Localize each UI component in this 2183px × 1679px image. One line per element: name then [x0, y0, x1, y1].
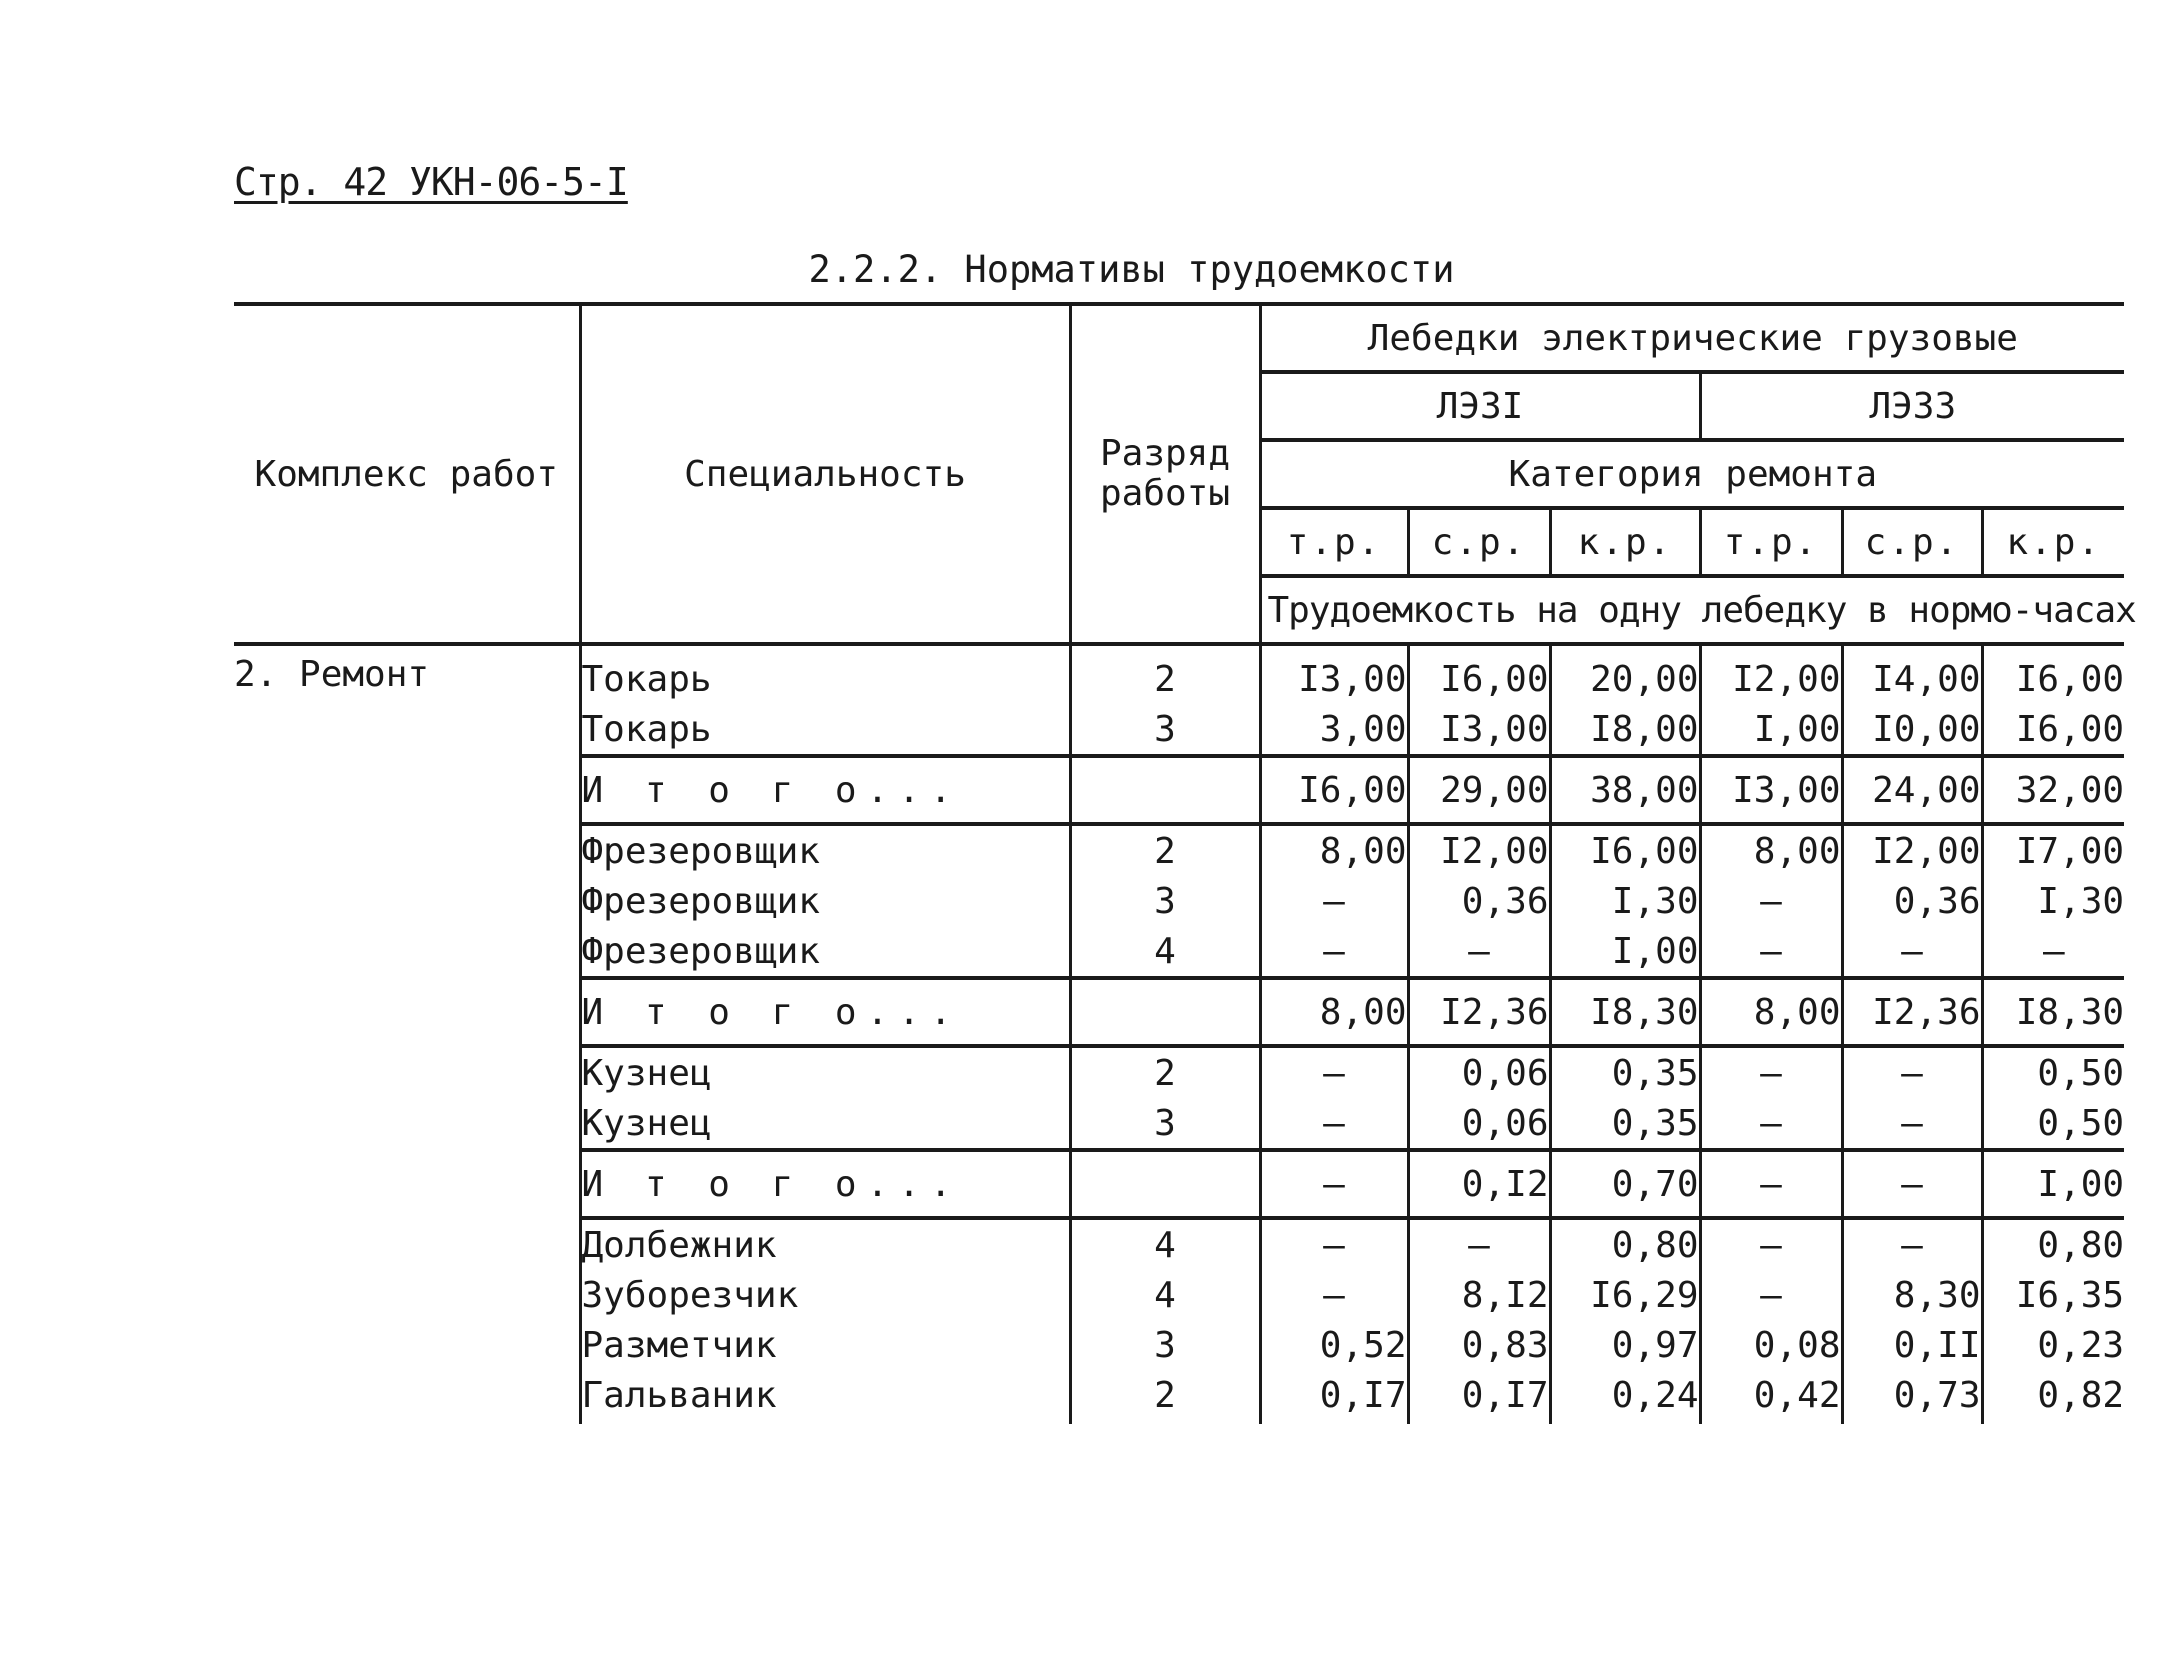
value-cell: –: [1700, 876, 1842, 926]
table-body: [234, 644, 2124, 1424]
subheader-kr-1: к.р.: [1550, 508, 1700, 576]
value-cell: –: [1842, 926, 1982, 978]
value-cell: 8,00: [1260, 824, 1408, 876]
value-cell: 32,00: [1982, 756, 2124, 824]
value-cell: 0,70: [1550, 1150, 1700, 1218]
value-cell: 29,00: [1408, 756, 1550, 824]
value-cell: –: [1700, 926, 1842, 978]
value-cell: 0,I7: [1408, 1370, 1550, 1424]
value-cell: 8,00: [1700, 824, 1842, 876]
rank-cell: 3: [1070, 704, 1260, 756]
value-cell: 0,24: [1550, 1370, 1700, 1424]
value-cell: 24,00: [1842, 756, 1982, 824]
specialty-cell: Гальваник: [580, 1370, 1070, 1424]
units-note: Трудоемкость на одну лебедку в нормо-часах: [1260, 576, 2124, 644]
subheader-sr-2: с.р.: [1842, 508, 1982, 576]
value-cell: 0,80: [1550, 1218, 1700, 1270]
value-cell: –: [1982, 926, 2124, 978]
subheader-tr-1: т.р.: [1260, 508, 1408, 576]
specialty-cell: Фрезеровщик: [580, 876, 1070, 926]
value-cell: 0,II: [1842, 1320, 1982, 1370]
value-cell: I2,00: [1842, 824, 1982, 876]
value-cell: I8,30: [1982, 978, 2124, 1046]
specialty-cell: Токарь: [580, 644, 1070, 704]
model-2-header: ЛЭ33: [1700, 372, 2124, 440]
value-cell: –: [1700, 1218, 1842, 1270]
value-cell: 0,06: [1408, 1098, 1550, 1150]
value-cell: 20,00: [1550, 644, 1700, 704]
value-cell: 0,97: [1550, 1320, 1700, 1370]
value-cell: I6,00: [1260, 756, 1408, 824]
value-cell: I2,36: [1408, 978, 1550, 1046]
value-cell: I6,00: [1982, 704, 2124, 756]
page-header: Стр. 42 УКН-06-5-I: [234, 160, 628, 204]
value-cell: –: [1408, 926, 1550, 978]
rank-cell: [1070, 756, 1260, 824]
specialty-cell: Разметчик: [580, 1320, 1070, 1370]
rank-cell: 3: [1070, 1098, 1260, 1150]
rank-header-line1: Разряд: [1099, 433, 1231, 474]
rank-cell: 2: [1070, 824, 1260, 876]
value-cell: I6,35: [1982, 1270, 2124, 1320]
table-row: [234, 644, 2124, 704]
value-cell: I8,30: [1550, 978, 1700, 1046]
value-cell: 0,50: [1982, 1046, 2124, 1098]
value-cell: –: [1260, 1270, 1408, 1320]
value-cell: I4,00: [1842, 644, 1982, 704]
specialty-cell: Фрезеровщик: [580, 824, 1070, 876]
value-cell: I,30: [1982, 876, 2124, 926]
value-cell: 0,23: [1982, 1320, 2124, 1370]
value-cell: 0,36: [1842, 876, 1982, 926]
specialty-header: Специальность: [580, 304, 1070, 644]
value-cell: 8,I2: [1408, 1270, 1550, 1320]
value-cell: –: [1260, 1098, 1408, 1150]
rank-cell: 2: [1070, 1046, 1260, 1098]
rank-cell: 2: [1070, 644, 1260, 704]
value-cell: I6,00: [1408, 644, 1550, 704]
category-header: Категория ремонта: [1260, 440, 2124, 508]
value-cell: 0,35: [1550, 1046, 1700, 1098]
total-label: И т о г о...: [580, 978, 1070, 1046]
value-cell: I,30: [1550, 876, 1700, 926]
value-cell: 0,36: [1408, 876, 1550, 926]
value-cell: I,00: [1982, 1150, 2124, 1218]
total-label: И т о г о...: [580, 756, 1070, 824]
specialty-cell: Кузнец: [580, 1046, 1070, 1098]
value-cell: –: [1842, 1046, 1982, 1098]
subheader-tr-2: т.р.: [1700, 508, 1842, 576]
value-cell: 8,00: [1700, 978, 1842, 1046]
complex-header: Комплекс работ: [234, 304, 580, 644]
value-cell: –: [1700, 1270, 1842, 1320]
value-cell: –: [1260, 1218, 1408, 1270]
value-cell: I0,00: [1842, 704, 1982, 756]
specialty-cell: Зуборезчик: [580, 1270, 1070, 1320]
value-cell: I3,00: [1700, 756, 1842, 824]
value-cell: I2,00: [1700, 644, 1842, 704]
value-cell: I3,00: [1260, 644, 1408, 704]
rank-cell: 4: [1070, 1218, 1260, 1270]
value-cell: I,00: [1550, 926, 1700, 978]
rank-cell: 4: [1070, 926, 1260, 978]
value-cell: I7,00: [1982, 824, 2124, 876]
value-cell: 0,I7: [1260, 1370, 1408, 1424]
specialty-cell: Кузнец: [580, 1098, 1070, 1150]
value-cell: –: [1408, 1218, 1550, 1270]
value-cell: –: [1842, 1218, 1982, 1270]
value-cell: 0,52: [1260, 1320, 1408, 1370]
subheader-kr-2: к.р.: [1982, 508, 2124, 576]
specialty-cell: Токарь: [580, 704, 1070, 756]
value-cell: I6,00: [1982, 644, 2124, 704]
value-cell: 0,08: [1700, 1320, 1842, 1370]
value-cell: –: [1260, 876, 1408, 926]
value-cell: I2,36: [1842, 978, 1982, 1046]
value-cell: 8,00: [1260, 978, 1408, 1046]
value-cell: 3,00: [1260, 704, 1408, 756]
complex-cell: 2. Ремонт: [234, 654, 430, 695]
norms-table: [234, 302, 2136, 1424]
value-cell: 0,73: [1842, 1370, 1982, 1424]
rank-cell: 3: [1070, 876, 1260, 926]
rank-header: [1070, 304, 1260, 644]
value-cell: –: [1260, 1150, 1408, 1218]
group-header: Лебедки электрические грузовые: [1260, 304, 2124, 372]
value-cell: 0,82: [1982, 1370, 2124, 1424]
value-cell: 0,35: [1550, 1098, 1700, 1150]
model-1-header: ЛЭ3I: [1260, 372, 1700, 440]
rank-cell: [1070, 978, 1260, 1046]
value-cell: –: [1700, 1046, 1842, 1098]
header-row-1: [234, 304, 2124, 372]
value-cell: 8,30: [1842, 1270, 1982, 1320]
value-cell: –: [1842, 1098, 1982, 1150]
rank-cell: 3: [1070, 1320, 1260, 1370]
value-cell: 38,00: [1550, 756, 1700, 824]
value-cell: 0,06: [1408, 1046, 1550, 1098]
value-cell: 0,83: [1408, 1320, 1550, 1370]
value-cell: 0,50: [1982, 1098, 2124, 1150]
value-cell: I8,00: [1550, 704, 1700, 756]
value-cell: –: [1260, 926, 1408, 978]
total-label: И т о г о...: [580, 1150, 1070, 1218]
value-cell: I,00: [1700, 704, 1842, 756]
rank-cell: [1070, 1150, 1260, 1218]
value-cell: –: [1260, 1046, 1408, 1098]
value-cell: 0,I2: [1408, 1150, 1550, 1218]
rank-cell: 2: [1070, 1370, 1260, 1424]
table-title: 2.2.2. Нормативы трудоемкости: [808, 248, 1455, 291]
value-cell: 0,80: [1982, 1218, 2124, 1270]
value-cell: I6,00: [1550, 824, 1700, 876]
rank-cell: 4: [1070, 1270, 1260, 1320]
subheader-sr-1: с.р.: [1408, 508, 1550, 576]
value-cell: I3,00: [1408, 704, 1550, 756]
value-cell: –: [1700, 1150, 1842, 1218]
value-cell: –: [1700, 1098, 1842, 1150]
value-cell: –: [1842, 1150, 1982, 1218]
value-cell: I6,29: [1550, 1270, 1700, 1320]
value-cell: I2,00: [1408, 824, 1550, 876]
value-cell: 0,42: [1700, 1370, 1842, 1424]
specialty-cell: Фрезеровщик: [580, 926, 1070, 978]
rank-header-line2: работы: [1099, 473, 1231, 514]
specialty-cell: Долбежник: [580, 1218, 1070, 1270]
